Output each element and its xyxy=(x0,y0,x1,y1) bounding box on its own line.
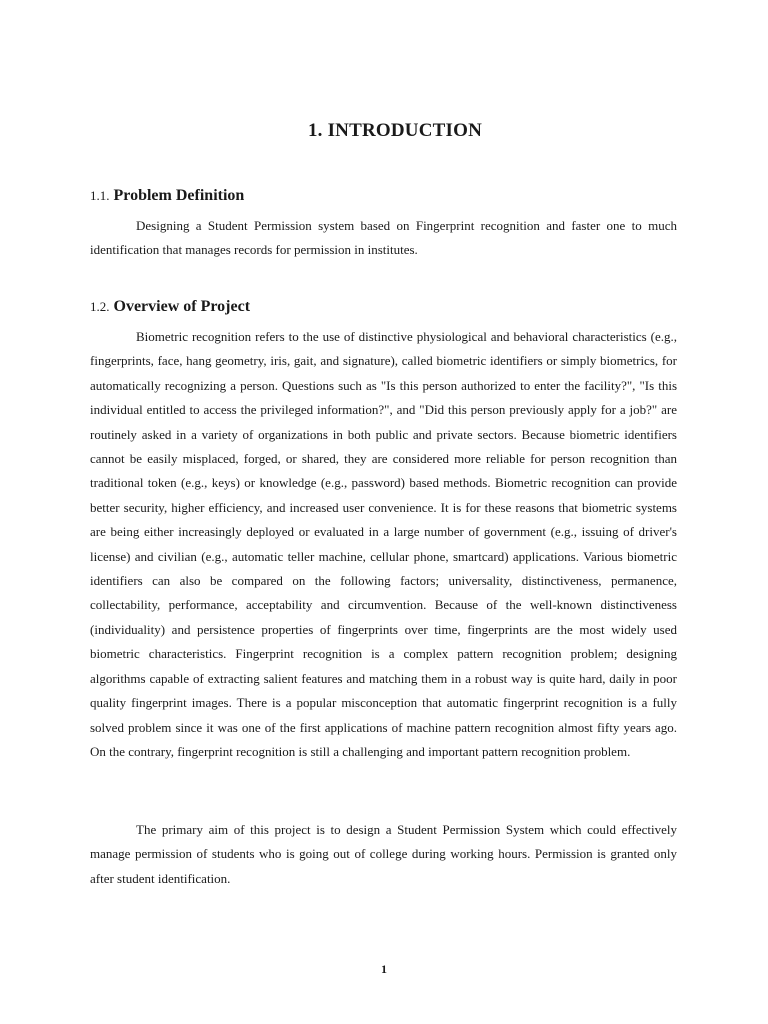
section-title: Overview of Project xyxy=(113,298,251,315)
section-heading-problem-definition xyxy=(90,187,244,205)
section-heading-overview xyxy=(90,298,250,316)
overview-paragraph-biometrics: Biometric recognition refers to the use of distinctive physiological and behavioral characteristics (e.g., fingerprints, face, hang geometry, iris, gait, and signature), called biometric identifiers or simply biometrics, for automatically recognizing a person. Questions such as "Is this person authorized to enter the facility?", "Is this individual entitled to access the privileged information?", and "Did this person previously apply for a job?" are routinely asked in a variety of organizations in both public and private sectors. Because biometric identifiers cannot be easily misplaced, forged, or shared, they are considered more reliable for person recognition than traditional token (e.g., keys) or knowledge (e.g., password) based methods. Biometric recognition can provide better security, higher efficiency, and increased user convenience. It is for these reasons that biometric systems are being either increasingly deployed or evaluated in a large number of government (e.g., issuing of driver's license) and civilian (e.g., automatic teller machine, cellular phone, smartcard) applications. Various biometric identifiers can also be compared on the following factors; universality, distinctiveness, permanence, collectability, performance, acceptability and circumvention. Because of the well-known distinctiveness (individuality) and persistence properties of fingerprints over time, fingerprints are the most widely used biometric characteristics. Fingerprint recognition is a complex pattern recognition problem; designing algorithms capable of extracting salient features and matching them in a robust way is quite hard, daily in poor quality fingerprint images. There is a popular misconception that automatic fingerprint recognition is a fully solved problem since it was one of the first applications of machine pattern recognition almost fifty years ago. On the contrary, fingerprint recognition is still a challenging and important pattern recognition problem. xyxy=(90,329,677,759)
section-number: 1.1. xyxy=(90,188,110,203)
section-number: 1.2. xyxy=(90,299,110,314)
page-number: 1 xyxy=(381,962,387,976)
problem-definition-paragraph: Designing a Student Permission system based on Fingerprint recognition and faster one to much identification that manages records for permission in institutes. xyxy=(90,218,677,258)
chapter-title: 1. INTRODUCTION xyxy=(307,120,483,141)
overview-paragraph-aim: The primary aim of this project is to design a Student Permission System which could effectively manage permission of students who is going out of college during working hours. Permission is granted only after student identification. xyxy=(90,822,677,886)
section-title: Problem Definition xyxy=(113,187,245,204)
